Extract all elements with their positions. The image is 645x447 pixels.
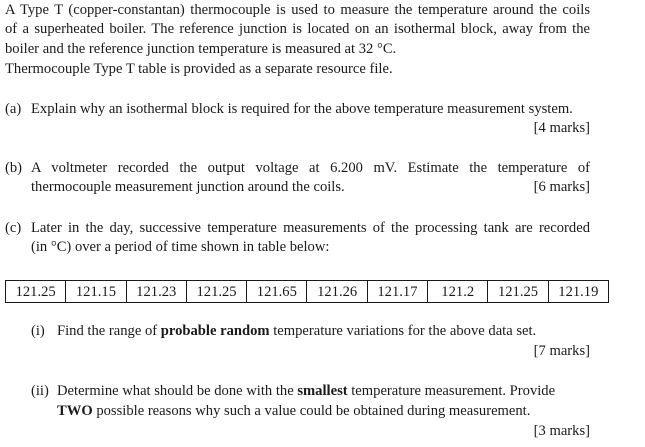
part-b-marks: [6 marks] (533, 179, 590, 195)
part-c-i-marks: [7 marks] (533, 343, 590, 359)
part-c-label: (c) (5, 220, 22, 236)
part-c-i-text-before: Find the range of (57, 323, 161, 339)
part-c-i-label: (i) (31, 323, 45, 339)
part-c-ii-line-2 (57, 402, 530, 421)
intro-line-2: of a superheated boiler. The reference junction is located on an isothermal block, away from the (5, 21, 590, 37)
part-c-ii-marks: [3 marks] (533, 423, 590, 439)
measurement-cell: 121.25 (6, 281, 66, 303)
intro-line-1: A Type T (copper-constantan) thermocouple is used to measure the temperature around the coils (5, 2, 590, 18)
part-b-line-2: thermocouple measurement junction around the coils. (31, 179, 345, 195)
measurement-cell: 121.65 (247, 281, 307, 303)
part-b-line-1: A voltmeter recorded the output voltage at 6.200 mV. Estimate the temperature of (31, 160, 590, 176)
part-a-marks: [4 marks] (533, 120, 590, 136)
part-c-ii-label: (ii) (31, 383, 49, 399)
part-c-ii-line-1 (57, 382, 555, 401)
part-c-ii-line-1-after: temperature measurement. Provide (347, 383, 556, 399)
part-c-line-2: (in °C) over a period of time shown in table below: (31, 239, 330, 255)
measurements-table (5, 280, 609, 303)
part-c-i-text (57, 322, 536, 341)
measurement-cell: 121.15 (66, 281, 126, 303)
part-c-line-1: Later in the day, successive temperature measurements of the processing tank are recorded (31, 220, 590, 236)
part-c-ii-line-1-before: Determine what should be done with the (57, 383, 298, 399)
part-c-i-text-bold: probable random (160, 323, 270, 339)
measurement-cell: 121.23 (126, 281, 186, 303)
intro-line-3: boiler and the reference junction temperature is measured at 32 °C. (5, 41, 397, 57)
measurement-cell: 121.25 (186, 281, 246, 303)
part-b-label: (b) (5, 160, 23, 176)
measurement-cell: 121.17 (367, 281, 427, 303)
part-a-text: Explain why an isothermal block is required for the above temperature measurement system. (31, 101, 573, 117)
measurement-cell: 121.2 (428, 281, 488, 303)
measurement-cell: 121.25 (488, 281, 548, 303)
part-c-ii-line-2-after: possible reasons why such a value could be obtained during measurement. (92, 403, 531, 419)
part-c-ii-line-2-bold: TWO (57, 403, 93, 419)
measurement-cell: 121.19 (548, 281, 608, 303)
part-c-ii-line-1-bold: smallest (297, 383, 348, 399)
part-c-i-text-after: temperature variations for the above data set. (269, 323, 537, 339)
table-row (6, 281, 609, 303)
measurement-cell: 121.26 (307, 281, 367, 303)
intro-line-4: Thermocouple Type T table is provided as a separate resource file. (5, 61, 393, 77)
part-a-label: (a) (5, 101, 22, 117)
